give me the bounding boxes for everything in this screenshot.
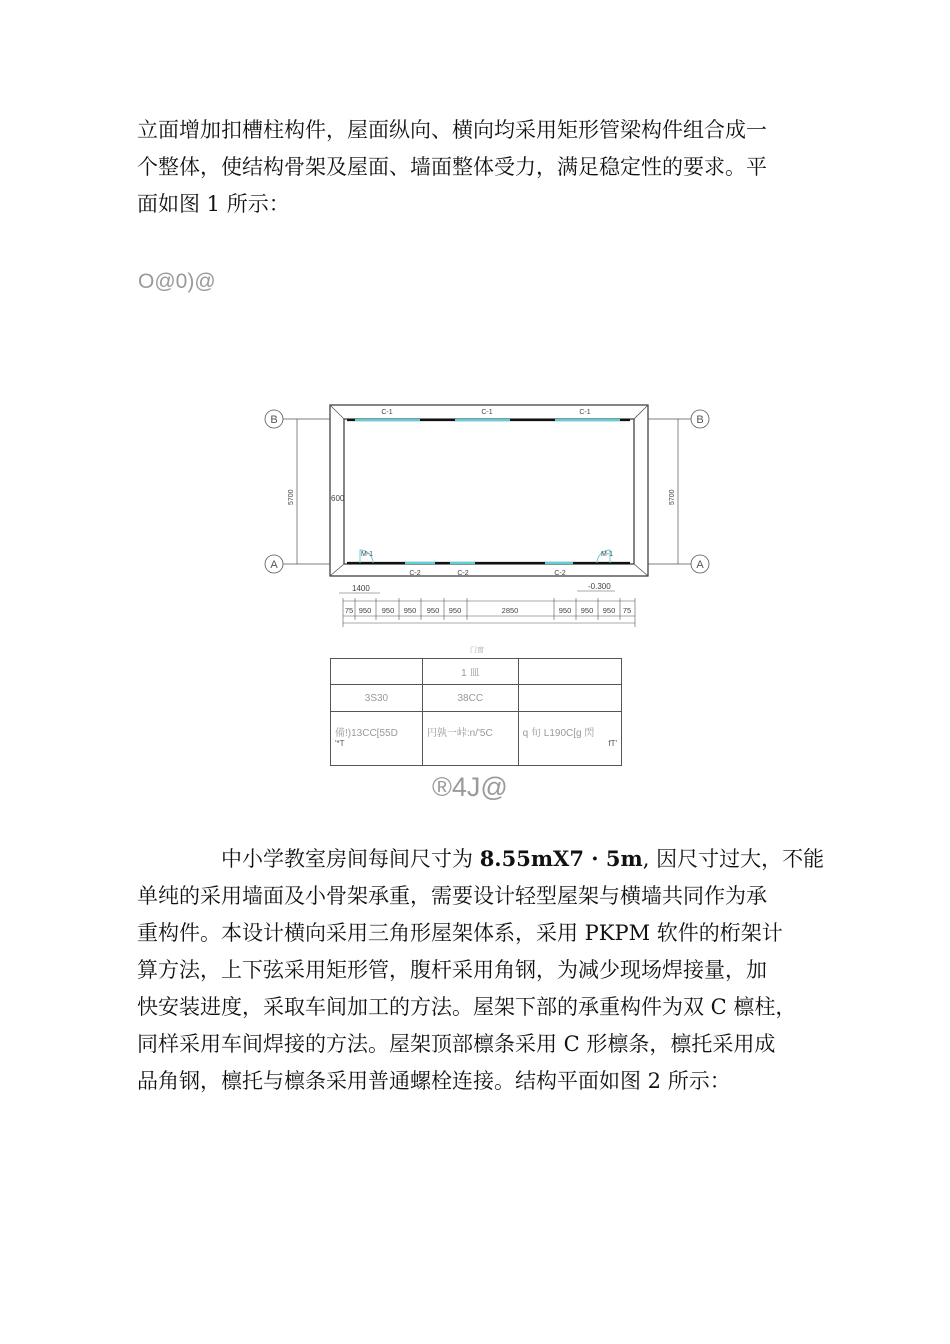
figure-1-caption: O@0)@	[138, 270, 216, 293]
text-fragment: , 因尺寸过大，不能	[642, 847, 825, 871]
table-title: 门窗	[470, 647, 484, 654]
door-label: M-1	[600, 551, 614, 558]
table-row	[331, 659, 622, 685]
text-line: 面如图 1 所示：	[137, 192, 290, 216]
cell-text: fT'	[608, 738, 617, 748]
window-label: C-1	[579, 409, 591, 416]
table-cell	[518, 685, 621, 711]
text-line: 算方法，上下弦采用矩形管，腹杆采用角钢，为减少现场焊接量，加	[137, 958, 767, 982]
table-cell: 1 皿	[422, 659, 518, 685]
svg-text:75: 75	[622, 606, 632, 615]
level-label: -0.300	[588, 582, 611, 591]
dimension-label: 5700	[669, 489, 676, 505]
svg-text:950: 950	[558, 606, 572, 615]
window-label: C-2	[554, 570, 566, 577]
floor-plan-drawing	[255, 395, 725, 635]
window-label: C-1	[381, 409, 393, 416]
text-line: 立面增加扣槽柱构件，屋面纵向、横向均采用矩形管梁构件组合成一	[137, 118, 767, 142]
svg-text:950: 950	[381, 606, 395, 615]
table-cell	[518, 659, 621, 685]
text-line: 重构件。本设计横向采用三角形屋架体系，采用 PKPM 软件的桁架计	[137, 921, 783, 945]
table-cell: 3S30	[331, 685, 423, 711]
text-line	[137, 840, 825, 878]
svg-text:2850: 2850	[501, 606, 519, 615]
text-line: 单纯的采用墙面及小骨架承重，需要设计轻型屋架与横墙共同作为承	[137, 884, 767, 908]
table-row	[331, 711, 622, 765]
door-window-table	[330, 658, 622, 766]
inner-wall	[344, 419, 634, 564]
table-cell	[331, 711, 423, 765]
text-line: 品角钢，檩托与檩条采用普通螺栓连接。结构平面如图 2 所示：	[137, 1069, 731, 1093]
figure-2-caption: ®4J@	[432, 772, 508, 802]
text-line: 快安装进度，采取车间加工的方法。屋架下部的承重构件为双 C 檩柱，	[137, 995, 797, 1019]
svg-text:A: A	[696, 559, 704, 571]
svg-text:B: B	[270, 414, 278, 426]
table-row	[331, 685, 622, 711]
table-cell	[422, 711, 518, 765]
dimension-label: 5700	[288, 489, 295, 505]
table-cell	[518, 711, 621, 765]
svg-text:950: 950	[448, 606, 462, 615]
svg-text:75: 75	[344, 606, 354, 615]
cell-text: 円孰一峠:n/'5C	[426, 727, 493, 739]
paragraph-2	[137, 840, 825, 1100]
svg-text:A: A	[270, 559, 278, 571]
svg-text:950: 950	[403, 606, 417, 615]
paragraph-1	[137, 112, 817, 223]
dimension-chain	[345, 606, 631, 615]
window-label: C-2	[457, 570, 469, 577]
room-size: 8.55mX7 · 5m	[479, 846, 643, 871]
svg-text:950: 950	[580, 606, 594, 615]
svg-text:950: 950	[358, 606, 372, 615]
table-cell	[331, 659, 423, 685]
text-fragment: 中小学教室房间每间尺寸为	[221, 847, 480, 871]
svg-text:950: 950	[426, 606, 440, 615]
cell-text: q 旬 L190C[g 閃	[522, 727, 595, 739]
dimension-label: 1400	[352, 584, 370, 593]
table-cell: 38CC	[422, 685, 518, 711]
text-line: 同样采用车间焊接的方法。屋架顶部檩条采用 C 形檩条，檩托采用成	[137, 1032, 776, 1056]
svg-text:B: B	[696, 414, 704, 426]
window-label: C-2	[409, 570, 421, 577]
dimension-label: 600	[331, 494, 345, 503]
window-label: C-1	[481, 409, 493, 416]
text-line: 个整体，使结构骨架及屋面、墙面整体受力，满足稳定性的要求。平	[137, 155, 767, 179]
cell-text: 備!)13CC[55D	[335, 727, 398, 739]
door-label: M-1	[360, 551, 374, 558]
svg-text:950: 950	[602, 606, 616, 615]
cell-text: '*T	[335, 738, 345, 748]
